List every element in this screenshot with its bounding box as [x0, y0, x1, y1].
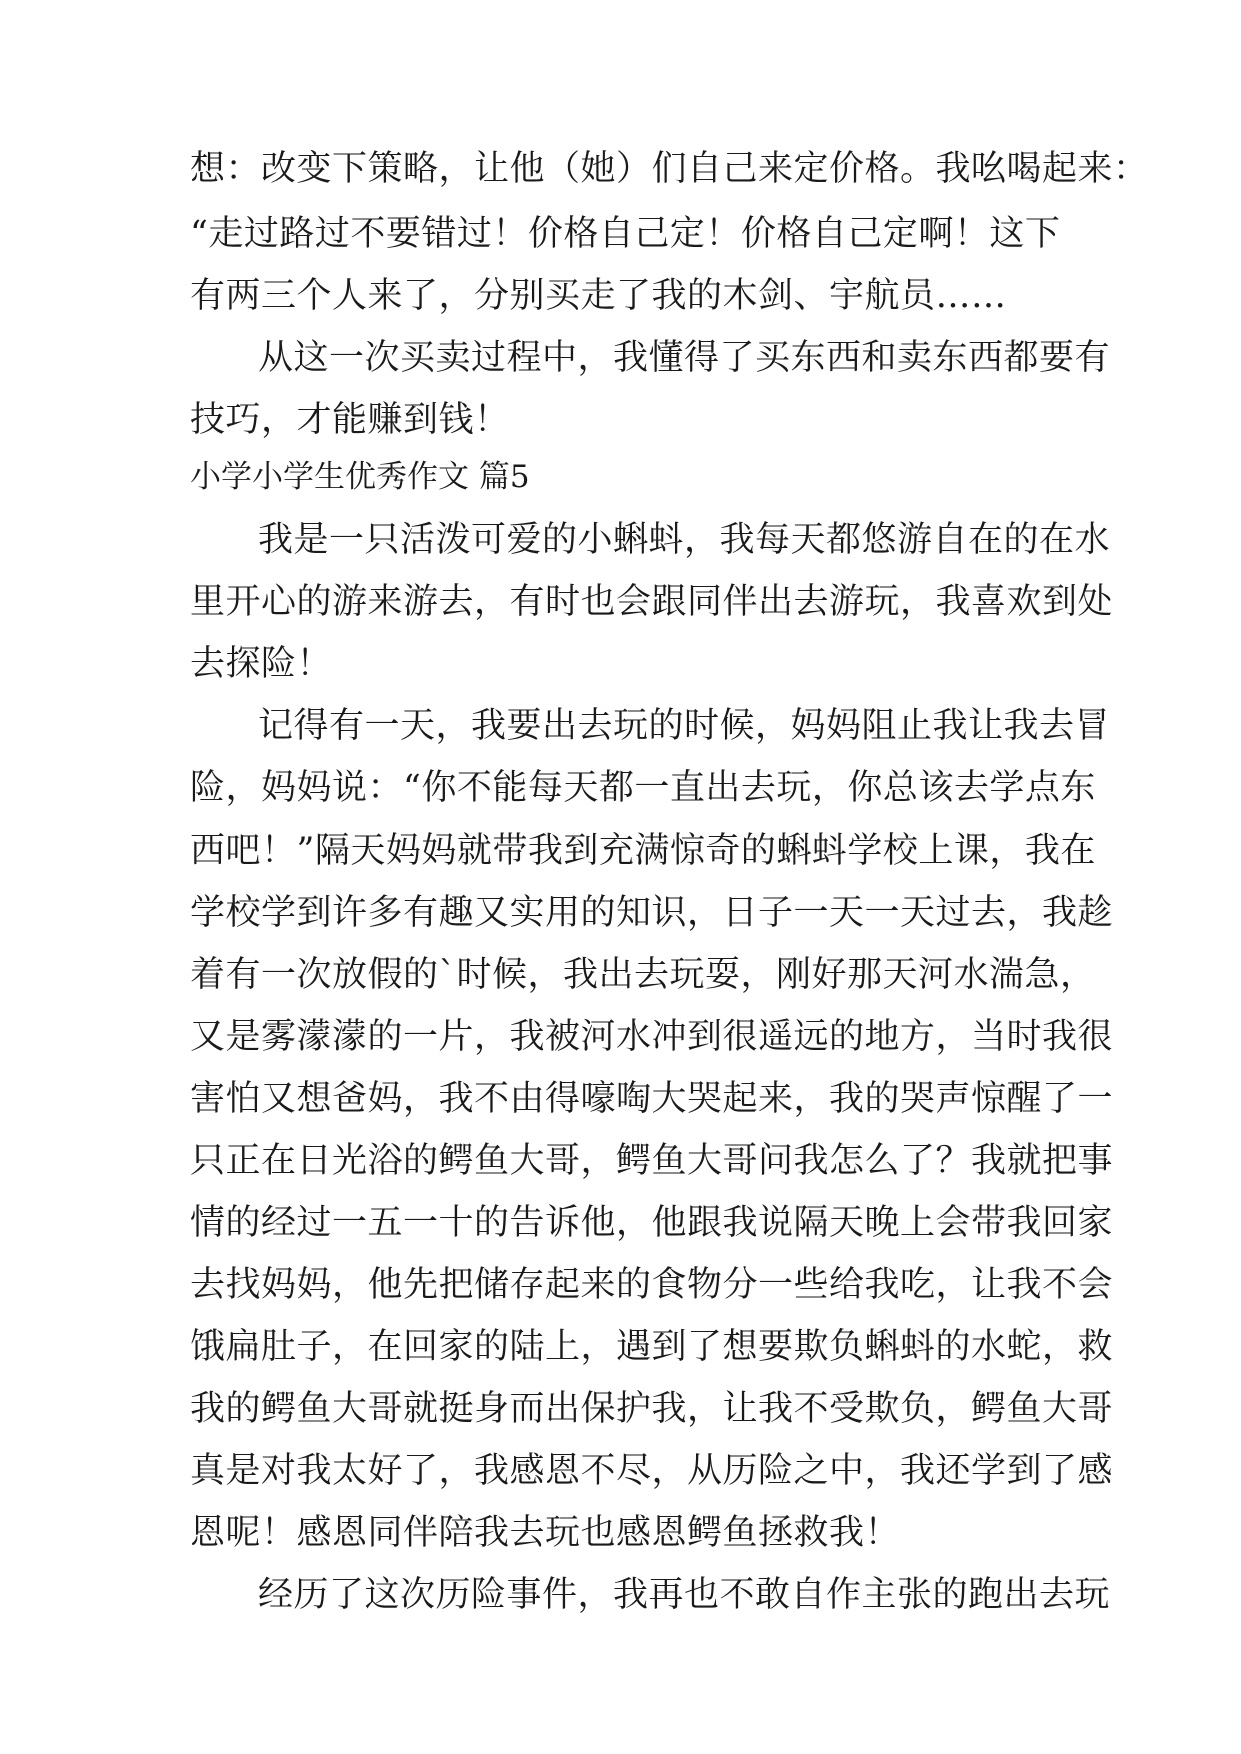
paragraph-1-line-1: 想：改变下策略，让他（她）们自己来定价格。我吆喝起来：: [190, 149, 1149, 189]
paragraph-3-line-1: 我是一只活泼可爱的小蝌蚪，我每天都悠游自在的在水: [258, 520, 1111, 560]
paragraph-4-line-7: 害怕又想爸妈，我不由得嚎啕大哭起来，我的哭声惊醒了一: [190, 1079, 1114, 1119]
paragraph-4-line-8: 只正在日光浴的鳄鱼大哥，鳄鱼大哥问我怎么了？我就把事: [190, 1141, 1114, 1181]
paragraph-4-line-14: 恩呢！感恩同伴陪我去玩也感恩鳄鱼拯救我！: [190, 1513, 901, 1553]
paragraph-4-line-5: 着有一次放假的`时候，我出去玩耍，刚好那天河水湍急，: [190, 955, 1096, 995]
paragraph-3-line-2: 里开心的游来游去，有时也会跟同伴出去游玩，我喜欢到处: [190, 582, 1114, 622]
paragraph-4-line-6: 又是雾濛濛的一片，我被河水冲到很遥远的地方，当时我很: [190, 1017, 1114, 1057]
paragraph-4-line-9: 情的经过一五一十的告诉他，他跟我说隔天晚上会带我回家: [190, 1203, 1114, 1243]
paragraph-4-line-2: 险，妈妈说：“你不能每天都一直出去玩，你总该去学点东: [190, 768, 1096, 808]
paragraph-1-line-2: “走过路过不要错过！价格自己定！价格自己定啊！这下: [190, 214, 1061, 254]
paragraph-4-line-11: 饿扁肚子，在回家的陆上，遇到了想要欺负蝌蚪的水蛇，救: [190, 1327, 1114, 1367]
paragraph-4-line-13: 真是对我太好了，我感恩不尽，从历险之中，我还学到了感: [190, 1451, 1114, 1491]
paragraph-4-line-10: 去找妈妈，他先把储存起来的食物分一些给我吃，让我不会: [190, 1265, 1114, 1305]
paragraph-5-line-1: 经历了这次历险事件，我再也不敢自作主张的跑出去玩: [258, 1575, 1111, 1615]
paragraph-3-line-3: 去探险！: [190, 644, 333, 684]
paragraph-4-line-4: 学校学到许多有趣又实用的知识，日子一天一天过去，我趁: [190, 893, 1114, 933]
paragraph-1-line-3: 有两三个人来了，分别买走了我的木剑、宇航员……: [190, 276, 1007, 316]
paragraph-2-line-1: 从这一次买卖过程中，我懂得了买东西和卖东西都要有: [258, 338, 1111, 378]
paragraph-2-line-2: 技巧，才能赚到钱！: [190, 400, 510, 440]
paragraph-4-line-1: 记得有一天，我要出去玩的时候，妈妈阻止我让我去冒: [258, 706, 1111, 746]
paragraph-4-line-12: 我的鳄鱼大哥就挺身而出保护我，让我不受欺负，鳄鱼大哥: [190, 1389, 1114, 1429]
paragraph-4-line-3: 西吧！”隔天妈妈就带我到充满惊奇的蝌蚪学校上课，我在: [190, 831, 1096, 871]
section-heading: 小学小学生优秀作文 篇5: [190, 459, 530, 495]
